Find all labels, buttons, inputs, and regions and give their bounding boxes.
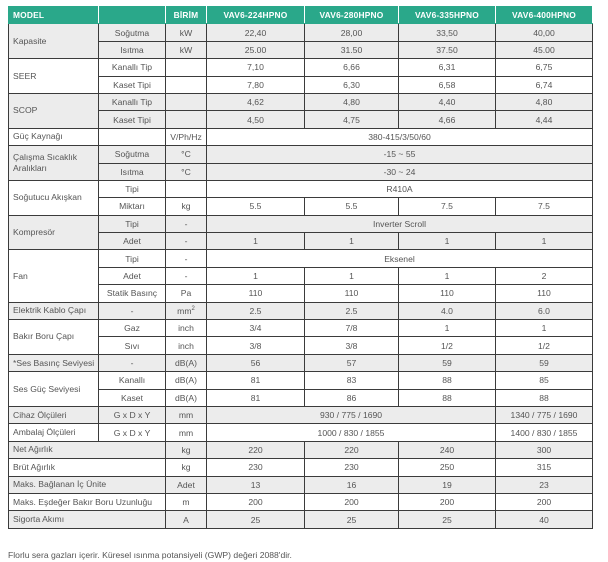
value-cell: 88 xyxy=(496,389,593,406)
value-cell: 1 xyxy=(305,233,399,250)
value-cell: 230 xyxy=(305,459,399,476)
value-cell: 3/8 xyxy=(305,337,399,354)
row-label-seer: SEER xyxy=(9,59,99,94)
row-unit: dB(A) xyxy=(166,354,207,371)
row-label-sigorta: Sigorta Akımı xyxy=(9,511,166,528)
value-cell-span: Inverter Scroll xyxy=(207,215,593,232)
value-cell: 1 xyxy=(305,267,399,284)
row-sub: Adet xyxy=(99,267,166,284)
row-label-fan: Fan xyxy=(9,250,99,302)
value-cell: 13 xyxy=(207,476,305,493)
table-row-kablo xyxy=(9,302,593,319)
row-sub: G x D x Y xyxy=(99,406,166,423)
value-cell: 86 xyxy=(305,389,399,406)
row-unit xyxy=(166,59,207,76)
header-sub xyxy=(99,7,166,24)
value-cell: 300 xyxy=(496,441,593,458)
value-cell: 2.5 xyxy=(207,302,305,319)
row-sub: Kaset Tipi xyxy=(99,111,166,128)
value-cell: 59 xyxy=(399,354,496,371)
value-cell: 1 xyxy=(207,233,305,250)
row-unit: A xyxy=(166,511,207,528)
row-sub: Gaz xyxy=(99,320,166,337)
table-row-kompresor-tipi xyxy=(9,215,593,232)
value-cell-span: R410A xyxy=(207,180,593,197)
value-cell: 4.0 xyxy=(399,302,496,319)
value-cell: 6,30 xyxy=(305,76,399,93)
table-row-guc-kaynagi xyxy=(9,128,593,145)
value-cell: 1 xyxy=(399,233,496,250)
row-unit: - xyxy=(166,215,207,232)
row-label-scop: SCOP xyxy=(9,93,99,128)
value-cell-span: 380-415/3/50/60 xyxy=(207,128,593,145)
row-unit: kW xyxy=(166,24,207,41)
row-sub: - xyxy=(99,354,166,371)
value-cell: 200 xyxy=(399,493,496,510)
table-row-sogutucu-tipi xyxy=(9,180,593,197)
table-row-net-agirlik xyxy=(9,441,593,458)
value-cell-span: -15 ~ 55 xyxy=(207,146,593,163)
value-cell: 240 xyxy=(399,441,496,458)
value-cell: 6,31 xyxy=(399,59,496,76)
value-cell: 56 xyxy=(207,354,305,371)
unit-text: mm xyxy=(177,305,192,316)
header-model-1: VAV6-224HPNO xyxy=(207,7,305,24)
value-cell: 25.00 xyxy=(207,41,305,58)
row-label-ambalaj: Ambalaj Ölçüleri xyxy=(9,424,99,441)
header-model: MODEL xyxy=(9,7,99,24)
value-cell: 6,74 xyxy=(496,76,593,93)
row-unit: Adet xyxy=(166,476,207,493)
row-sub: Isıtma xyxy=(99,163,166,180)
table-row-ambalaj xyxy=(9,424,593,441)
value-cell: 7,10 xyxy=(207,59,305,76)
row-sub: Miktarı xyxy=(99,198,166,215)
row-unit: - xyxy=(166,267,207,284)
value-cell: 4,62 xyxy=(207,93,305,110)
value-cell: 22,40 xyxy=(207,24,305,41)
value-cell: 110 xyxy=(207,285,305,302)
row-unit: mm xyxy=(166,406,207,423)
value-cell: 25 xyxy=(207,511,305,528)
value-cell: 1 xyxy=(496,320,593,337)
row-unit xyxy=(166,180,207,197)
value-cell: 110 xyxy=(399,285,496,302)
value-cell: 16 xyxy=(305,476,399,493)
value-cell: 45.00 xyxy=(496,41,593,58)
table-row-maks-esdeger xyxy=(9,493,593,510)
value-cell: 40,00 xyxy=(496,24,593,41)
value-cell: 40 xyxy=(496,511,593,528)
row-sub: Tipi xyxy=(99,250,166,267)
value-cell: 110 xyxy=(496,285,593,302)
row-label-ses-basinc: *Ses Basınç Seviyesi xyxy=(9,354,99,371)
value-cell: 1/2 xyxy=(496,337,593,354)
value-cell: 4,80 xyxy=(305,93,399,110)
row-sub: Adet xyxy=(99,233,166,250)
value-cell: 81 xyxy=(207,389,305,406)
value-cell: 1400 / 830 / 1855 xyxy=(496,424,593,441)
value-cell: 6,75 xyxy=(496,59,593,76)
value-cell: 110 xyxy=(305,285,399,302)
row-label-sogutucu: Soğutucu Akışkan xyxy=(9,180,99,215)
value-cell: 19 xyxy=(399,476,496,493)
value-cell: 6.0 xyxy=(496,302,593,319)
value-cell: 88 xyxy=(399,389,496,406)
value-cell: 4,75 xyxy=(305,111,399,128)
row-unit: - xyxy=(166,250,207,267)
row-unit: m xyxy=(166,493,207,510)
value-cell: 4,44 xyxy=(496,111,593,128)
value-cell: 5.5 xyxy=(207,198,305,215)
row-unit xyxy=(166,76,207,93)
value-cell: 88 xyxy=(399,372,496,389)
value-cell: 85 xyxy=(496,372,593,389)
unit-superscript: 2 xyxy=(191,305,195,312)
row-unit xyxy=(166,302,207,319)
value-cell: 4,40 xyxy=(399,93,496,110)
value-cell: 3/8 xyxy=(207,337,305,354)
row-label-calisma: Çalışma Sıcaklık Aralıkları xyxy=(9,146,99,181)
row-label-kapasite: Kapasite xyxy=(9,24,99,59)
row-sub: Statik Basınç xyxy=(99,285,166,302)
row-label-bakir: Bakır Boru Çapı xyxy=(9,320,99,355)
value-cell: 250 xyxy=(399,459,496,476)
value-cell: 5.5 xyxy=(305,198,399,215)
row-label-maks-baglanan: Maks. Bağlanan İç Ünite xyxy=(9,476,166,493)
row-sub: Tipi xyxy=(99,180,166,197)
value-cell: 1340 / 775 / 1690 xyxy=(496,406,593,423)
row-unit: - xyxy=(166,233,207,250)
value-cell: 6,58 xyxy=(399,76,496,93)
value-cell: 315 xyxy=(496,459,593,476)
row-sub: Kanallı Tip xyxy=(99,93,166,110)
value-cell: 1 xyxy=(207,267,305,284)
row-sub: - xyxy=(99,302,166,319)
value-cell: 81 xyxy=(207,372,305,389)
value-cell: 4,50 xyxy=(207,111,305,128)
row-unit: kW xyxy=(166,41,207,58)
row-unit: °C xyxy=(166,146,207,163)
value-cell: 200 xyxy=(207,493,305,510)
value-cell: 3/4 xyxy=(207,320,305,337)
row-sub: Kaset xyxy=(99,389,166,406)
table-row-calisma-sogutma xyxy=(9,146,593,163)
table-row-scop-kanalli xyxy=(9,93,593,110)
value-cell: 1 xyxy=(496,233,593,250)
table-row-brut-agirlik xyxy=(9,459,593,476)
value-cell: 7.5 xyxy=(399,198,496,215)
header-model-4: VAV6-400HPNO xyxy=(496,7,593,24)
row-sub: Kanallı Tip xyxy=(99,59,166,76)
value-cell: 2 xyxy=(496,267,593,284)
row-unit: °C xyxy=(166,163,207,180)
table-row-kapasite-sogutma xyxy=(9,24,593,41)
header-unit: BİRİM xyxy=(166,7,207,24)
table-row-sigorta xyxy=(9,511,593,528)
value-cell: 200 xyxy=(496,493,593,510)
row-unit: kg xyxy=(166,198,207,215)
value-cell: 200 xyxy=(305,493,399,510)
row-label-cihaz: Cihaz Ölçüleri xyxy=(9,406,99,423)
value-cell: 7.5 xyxy=(496,198,593,215)
value-cell-span: -30 ~ 24 xyxy=(207,163,593,180)
table-row-cihaz xyxy=(9,406,593,423)
row-unit: dB(A) xyxy=(166,372,207,389)
row-sub: Tipi xyxy=(99,215,166,232)
value-cell: 7/8 xyxy=(305,320,399,337)
row-unit: V/Ph/Hz xyxy=(166,128,207,145)
row-label-kablo: Elektrik Kablo Çapı xyxy=(9,302,99,319)
value-cell: 4,66 xyxy=(399,111,496,128)
row-label-net: Net Ağırlık xyxy=(9,441,166,458)
row-unit xyxy=(166,111,207,128)
table-row-ses-guc-kanalli xyxy=(9,372,593,389)
header-model-2: VAV6-280HPNO xyxy=(305,7,399,24)
row-sub: Kanallı xyxy=(99,372,166,389)
table-row-maks-baglanan xyxy=(9,476,593,493)
row-unit: dB(A) xyxy=(166,389,207,406)
row-label-brut: Brüt Ağırlık xyxy=(9,459,166,476)
row-sub: G x D x Y xyxy=(99,424,166,441)
value-cell-span: 1000 / 830 / 1855 xyxy=(207,424,496,441)
row-unit: mm xyxy=(166,424,207,441)
row-label-ses-guc: Ses Güç Seviyesi xyxy=(9,372,99,407)
row-label-maks-esdeger: Maks. Eşdeğer Bakır Boru Uzunluğu xyxy=(9,493,166,510)
value-cell: 31.50 xyxy=(305,41,399,58)
value-cell: 7,80 xyxy=(207,76,305,93)
table-row-ses-basinc xyxy=(9,354,593,371)
row-unit xyxy=(166,93,207,110)
footnote: Florlu sera gazları içerir. Küresel ısınma potansiyeli (GWP) değeri 2088'dir. xyxy=(8,550,292,560)
value-cell: 28,00 xyxy=(305,24,399,41)
value-cell: 220 xyxy=(305,441,399,458)
value-cell: 230 xyxy=(207,459,305,476)
header-model-3: VAV6-335HPNO xyxy=(399,7,496,24)
value-cell: 57 xyxy=(305,354,399,371)
row-sub xyxy=(99,128,166,145)
value-cell: 2.5 xyxy=(305,302,399,319)
specification-table xyxy=(8,6,593,529)
value-cell: 1 xyxy=(399,267,496,284)
header-row xyxy=(9,7,593,24)
row-label-kompresor: Kompresör xyxy=(9,215,99,250)
row-sub: Kaset Tipi xyxy=(99,76,166,93)
row-unit: kg xyxy=(166,441,207,458)
row-sub: Soğutma xyxy=(99,146,166,163)
row-sub: Sıvı xyxy=(99,337,166,354)
value-cell: 33,50 xyxy=(399,24,496,41)
value-cell: 4,80 xyxy=(496,93,593,110)
value-cell: 23 xyxy=(496,476,593,493)
value-cell: 25 xyxy=(399,511,496,528)
value-cell-span: 930 / 775 / 1690 xyxy=(207,406,496,423)
value-cell: 6,66 xyxy=(305,59,399,76)
row-unit: kg xyxy=(166,459,207,476)
row-unit: inch xyxy=(166,337,207,354)
table-row-fan-tipi xyxy=(9,250,593,267)
value-cell: 220 xyxy=(207,441,305,458)
value-cell: 59 xyxy=(496,354,593,371)
row-label-guc: Güç Kaynağı xyxy=(9,128,99,145)
value-cell: 1/2 xyxy=(399,337,496,354)
value-cell: 1 xyxy=(399,320,496,337)
table-row-bakir-gaz xyxy=(9,320,593,337)
value-cell: 25 xyxy=(305,511,399,528)
table-row-seer-kanalli xyxy=(9,59,593,76)
value-cell-span: Eksenel xyxy=(207,250,593,267)
value-cell: 83 xyxy=(305,372,399,389)
row-unit: Pa xyxy=(166,285,207,302)
row-sub: Isıtma xyxy=(99,41,166,58)
row-sub: Soğutma xyxy=(99,24,166,41)
value-cell: 37.50 xyxy=(399,41,496,58)
row-unit: inch xyxy=(166,320,207,337)
